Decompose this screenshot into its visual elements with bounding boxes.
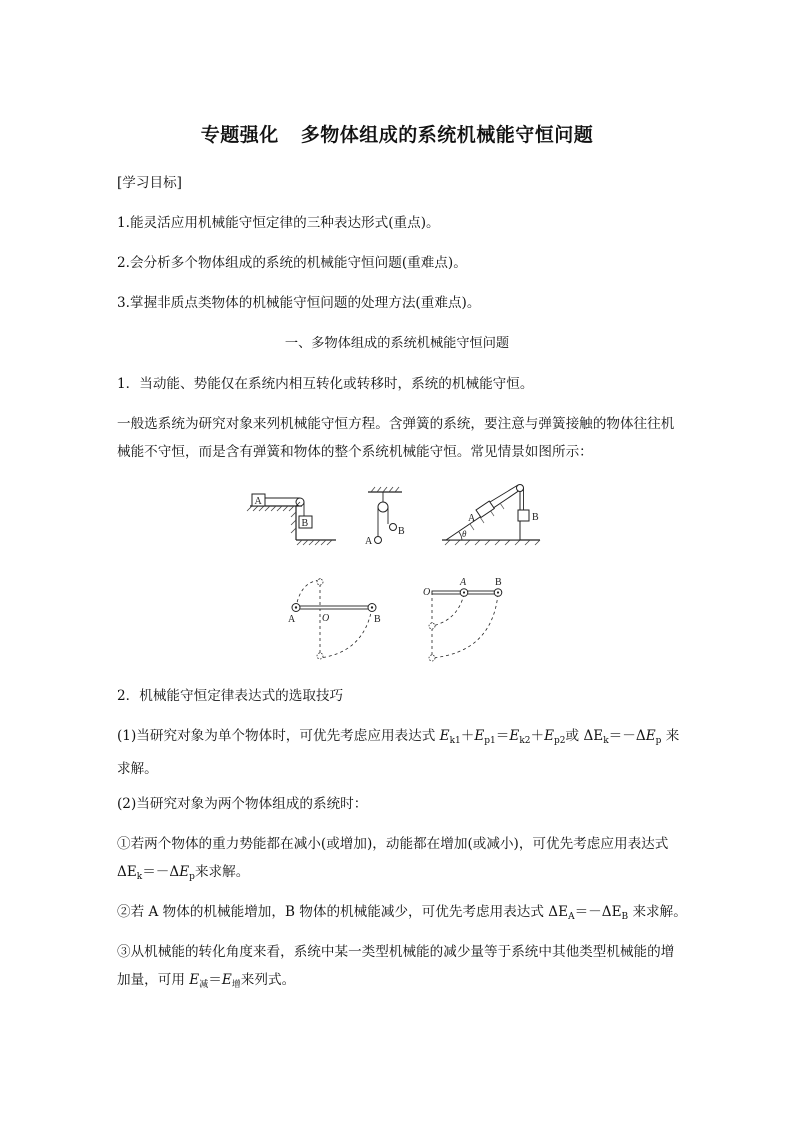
item-5: ③从机械能的转化角度来看，系统中某一类型机械能的减少量等于系统中其他类型机械能的增加量，可用 $E_减=E_增$来列式。 [117,944,675,990]
label-B: B [398,526,405,537]
figure-pulley-hanging [362,486,414,548]
label-O: O [423,587,431,598]
item-1: (1)当研究对象为单个物体时，可优先考虑应用表达式 $E_{k1}+E_{p1}=E_{k2}+E_{p2}$或 $\Delta E_k=-\Delta E_p$ 来求解。 [117,728,680,777]
figure-rod-rotation-center [284,574,384,666]
title-topic: 专题强化 [200,124,279,146]
figure-incline [440,482,546,548]
label-B: B [374,614,381,625]
objectives-heading: [学习目标] [117,175,182,191]
objective-item-1: 1.能灵活应用机械能守恒定律的三种表达形式(重点)。 [117,215,440,231]
label-A: A [254,496,262,507]
item-3: ①若两个物体的重力势能都在减小(或增加)，动能都在增加(或减小)，可优先考虑应用表达式$\Delta E_k=-\Delta E_p$来求解。 [117,836,669,882]
label-B: B [301,518,309,529]
objective-item-3: 3.掌握非质点类物体的机械能守恒问题的处理方法(重难点)。 [117,295,481,311]
paragraph-intro: 一般选系统为研究对象来列机械能守恒方程。含弹簧的系统，要注意与弹簧接触的物体往往机械能不守恒，而是含有弹簧和物体的整个系统机械能守恒。常见情景如图所示： [117,416,675,460]
figure-pulley-table [244,484,348,550]
label-O: O [322,613,330,624]
label-A: A [365,536,373,547]
objective-item-2: 2.会分析多个物体组成的系统的机械能守恒问题(重难点)。 [117,255,467,271]
label-A: A [468,513,476,524]
item-4: ②若 A 物体的机械能增加，B 物体的机械能减少，可优先考虑用表达式 $\Delta E_A=-\Delta E_B$ 来求解。 [117,904,687,922]
label-B: B [495,577,502,588]
label-A: A [288,614,296,625]
point-1: 1．当动能、势能仅在系统内相互转化或转移时，系统的机械能守恒。 [117,376,534,392]
label-A: A [460,577,467,588]
point-2: 2．机械能守恒定律表达式的选取技巧 [117,688,344,704]
page-title [0,120,794,147]
section-heading: 一、多物体组成的系统机械能守恒问题 [284,336,510,351]
label-theta: θ [462,529,467,539]
figure-rod-rotation-end [420,574,510,666]
title-subject: 多物体组成的系统机械能守恒问题 [300,124,594,146]
item-2: (2)当研究对象为两个物体组成的系统时： [117,796,368,812]
label-B: B [532,512,539,523]
